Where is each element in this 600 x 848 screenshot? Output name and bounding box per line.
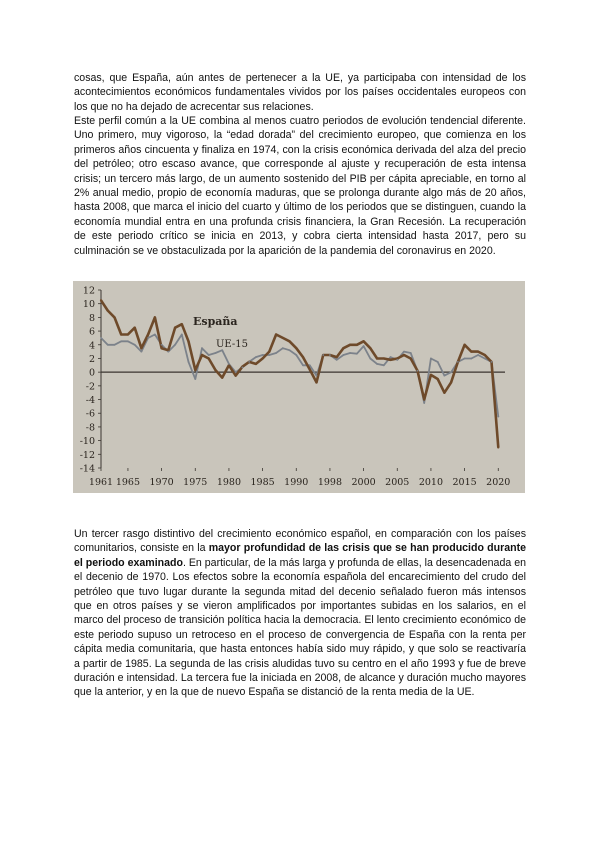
ue15-point xyxy=(255,356,257,358)
espana-point xyxy=(336,356,338,358)
y-tick-label: 6 xyxy=(88,326,95,338)
espana-point xyxy=(134,327,136,329)
y-tick-label: -6 xyxy=(85,408,95,420)
ue15-point xyxy=(194,378,196,380)
x-tick-label: 2005 xyxy=(385,477,410,488)
ue15-point xyxy=(444,375,446,377)
y-tick-label: -12 xyxy=(79,449,95,461)
x-tick-label: 1970 xyxy=(149,477,174,488)
y-tick-label: 8 xyxy=(88,312,95,324)
ue15-point xyxy=(100,337,102,339)
y-tick-label: 4 xyxy=(88,340,95,352)
espana-point xyxy=(389,359,391,361)
espana-point xyxy=(187,340,189,342)
espana-point xyxy=(423,398,425,400)
espana-point xyxy=(208,357,210,359)
y-tick-label: 10 xyxy=(82,299,95,311)
ue15-point xyxy=(403,351,405,353)
x-tick-label: 1998 xyxy=(317,477,343,488)
ue15-point xyxy=(316,375,318,377)
ue15-point xyxy=(181,334,183,336)
x-tick-label: 1965 xyxy=(115,477,141,488)
espana-point xyxy=(161,347,163,349)
ue15-point xyxy=(396,359,398,361)
espana-point xyxy=(356,344,358,346)
espana-point xyxy=(376,357,378,359)
ue15-point xyxy=(201,347,203,349)
ue15-point xyxy=(470,358,472,360)
ue15-point xyxy=(437,361,439,363)
ue15-point xyxy=(464,358,466,360)
ue15-point xyxy=(208,354,210,356)
x-tick-label: 1990 xyxy=(284,477,309,488)
espana-point xyxy=(107,309,109,311)
ue15-point xyxy=(275,352,277,354)
espana-point xyxy=(113,316,115,318)
ue15-point xyxy=(228,363,230,365)
x-tick-label: 2020 xyxy=(486,477,511,488)
espana-point xyxy=(342,347,344,349)
chart-photo-vignette xyxy=(73,281,525,493)
espana-point xyxy=(221,377,223,379)
x-tick-label: 2000 xyxy=(351,477,376,488)
ue15-point xyxy=(356,353,358,355)
espana-point xyxy=(430,374,432,376)
ue15-point xyxy=(282,347,284,349)
ue15-point xyxy=(295,354,297,356)
x-tick-label: 1985 xyxy=(250,477,275,488)
espana-point xyxy=(201,354,203,356)
ue15-point xyxy=(289,349,291,351)
legend-label-espana: España xyxy=(193,315,238,328)
paragraph-crisis xyxy=(74,527,526,700)
ue15-point xyxy=(349,352,351,354)
espana-point xyxy=(181,323,183,325)
ue15-point xyxy=(120,340,122,342)
y-tick-label: -14 xyxy=(79,463,95,475)
ue15-point xyxy=(477,354,479,356)
legend-label-ue15: UE-15 xyxy=(216,339,249,350)
ue15-point xyxy=(174,344,176,346)
espana-point xyxy=(295,347,297,349)
x-tick-label: 1980 xyxy=(216,477,242,488)
ue15-point xyxy=(167,351,169,353)
y-tick-label: 12 xyxy=(82,285,95,297)
ue15-point xyxy=(497,416,499,418)
espana-point xyxy=(140,347,142,349)
ue15-point xyxy=(215,352,217,354)
espana-point xyxy=(363,340,365,342)
espana-point xyxy=(147,333,149,335)
espana-point xyxy=(484,354,486,356)
espana-point xyxy=(437,378,439,380)
ue15-point xyxy=(309,364,311,366)
ue15-point xyxy=(242,366,244,368)
espana-point xyxy=(255,363,257,365)
ue15-point xyxy=(336,359,338,361)
ue15-point xyxy=(161,344,163,346)
espana-point xyxy=(120,333,122,335)
ue15-point xyxy=(154,334,156,336)
ue15-point xyxy=(383,364,385,366)
ue15-point xyxy=(491,361,493,363)
ue15-point xyxy=(107,344,109,346)
ue15-point xyxy=(417,370,419,372)
ue15-point xyxy=(114,344,116,346)
espana-point xyxy=(403,354,405,356)
espana-point xyxy=(443,392,445,394)
espana-point xyxy=(315,381,317,383)
ue15-point xyxy=(302,364,304,366)
ue15-point xyxy=(450,371,452,373)
ue15-point xyxy=(457,361,459,363)
ue15-point xyxy=(484,358,486,360)
y-tick-label: 0 xyxy=(88,367,95,379)
espana-point xyxy=(470,351,472,353)
espana-point xyxy=(464,344,466,346)
gdp-growth-chart xyxy=(73,281,525,493)
ue15-point xyxy=(363,345,365,347)
ue15-point xyxy=(390,356,392,358)
ue15-point xyxy=(248,361,250,363)
espana-point xyxy=(235,374,237,376)
ue15-point xyxy=(268,354,270,356)
espana-point xyxy=(309,368,311,370)
paragraph-crisis-start: Un tercer rasgo distintivo del crecimiento económico español, en comparación con los países comunitarios, consiste en la xyxy=(74,528,526,555)
ue15-point xyxy=(147,337,149,339)
y-tick-label: -4 xyxy=(85,395,95,407)
y-tick-label: -10 xyxy=(79,436,95,448)
ue15-point xyxy=(369,358,371,360)
espana-point xyxy=(154,316,156,318)
espana-point xyxy=(369,347,371,349)
ue15-point xyxy=(322,354,324,356)
ue15-point xyxy=(235,371,237,373)
x-tick-label: 1961 xyxy=(88,477,114,488)
espana-point xyxy=(100,299,102,301)
x-tick-label: 1975 xyxy=(183,477,208,488)
ue15-point xyxy=(376,363,378,365)
paragraph-periods: Este perfil común a la UE combina al menos cuatro periodos de evolución tendencial diferente. Uno primero, muy vigoroso, la “edad dorada” del crecimiento europeo, que comienza en los primeros años cincuenta y finaliza en 1974, con la crisis económica derivada del alza del precio del petróleo; otro escaso avance, que corresponde al ajuste y recuperación de esta intensa crisis; un tercero más largo, de un aumento sostenido del PIB per cápita apreciable, en torno al 2% anual medio, propio de economía maduras, que se prolonga durante algo más de 20 años, hasta 2008, que marca el inicio del cuarto y último de los periodos que se distinguen, cuando la economía mundial entra en una profunda crisis financiera, la Gran Recesión. La recuperación de este periodo crítico se inicia en 2013, y cobra cierta intensidad hasta 2017, pero su culminación se ve obstaculizada por la aparición de la pandemia del coronavirus en 2020. xyxy=(74,115,526,257)
ue15-point xyxy=(141,351,143,353)
espana-point xyxy=(302,356,304,358)
espana-point xyxy=(282,337,284,339)
y-tick-label: -2 xyxy=(85,381,95,393)
espana-point xyxy=(383,357,385,359)
espana-point xyxy=(127,333,129,335)
ue15-point xyxy=(410,352,412,354)
espana-point xyxy=(288,340,290,342)
espana-point xyxy=(268,351,270,353)
espana-point xyxy=(262,357,264,359)
ue15-point xyxy=(188,361,190,363)
ue15-point xyxy=(329,354,331,356)
espana-point xyxy=(174,327,176,329)
ue15-point xyxy=(134,344,136,346)
ue15-point xyxy=(262,354,264,356)
espana-point xyxy=(349,344,351,346)
paragraph-crisis-emphasis: mayor profundidad de las crisis que se han producido durante el periodo examinado xyxy=(74,542,526,569)
espana-point xyxy=(214,369,216,371)
espana-point xyxy=(450,381,452,383)
ue15-point xyxy=(127,340,129,342)
espana-point xyxy=(194,369,196,371)
x-tick-label: 2015 xyxy=(452,477,477,488)
paragraph-crisis-end: . En particular, de la más larga y profunda de ellas, la desencadenada en el decenio de 1970. Los efectos sobre la economía española del encarecimiento del crudo del petróleo que tuvo lugar durante la segunda mitad del decenio señalado fueron más intensos que en otros países y se vieron amplificados por importantes subidas en los salarios, en el marco del proceso de transición política hacia la democracia. El lento crecimiento económico de este periodo supuso un retroceso en el proceso de convergencia de España con la renta per cápita media comunitaria, que hasta entonces había sido muy rápido, y que solo se reactivaría a partir de 1985. La segunda de las crisis aludidas tuvo su centro en el año 1993 y fue de breve duración e intensidad. La tercera fue la iniciada en 2008, de alcance y duración mucho mayores que la anterior, y en la que de nuevo España se distanció de la renta media de la UE. xyxy=(74,556,526,699)
ue15-point xyxy=(343,354,345,356)
espana-point xyxy=(497,446,499,448)
y-tick-label: -8 xyxy=(85,422,95,434)
espana-point xyxy=(477,351,479,353)
ue15-point xyxy=(423,402,425,404)
espana-point xyxy=(410,357,412,359)
y-tick-label: 2 xyxy=(88,353,95,365)
x-tick-label: 2010 xyxy=(418,477,444,488)
espana-point xyxy=(275,333,277,335)
ue15-point xyxy=(430,358,432,360)
paragraph-intro: cosas, que España, aún antes de pertenecer a la UE, ya participaba con intensidad de los acontecimientos económicos fundamentales vividos por los países occidentales europeos con los que no ha dejado de acrecentar sus relaciones. xyxy=(74,72,526,113)
